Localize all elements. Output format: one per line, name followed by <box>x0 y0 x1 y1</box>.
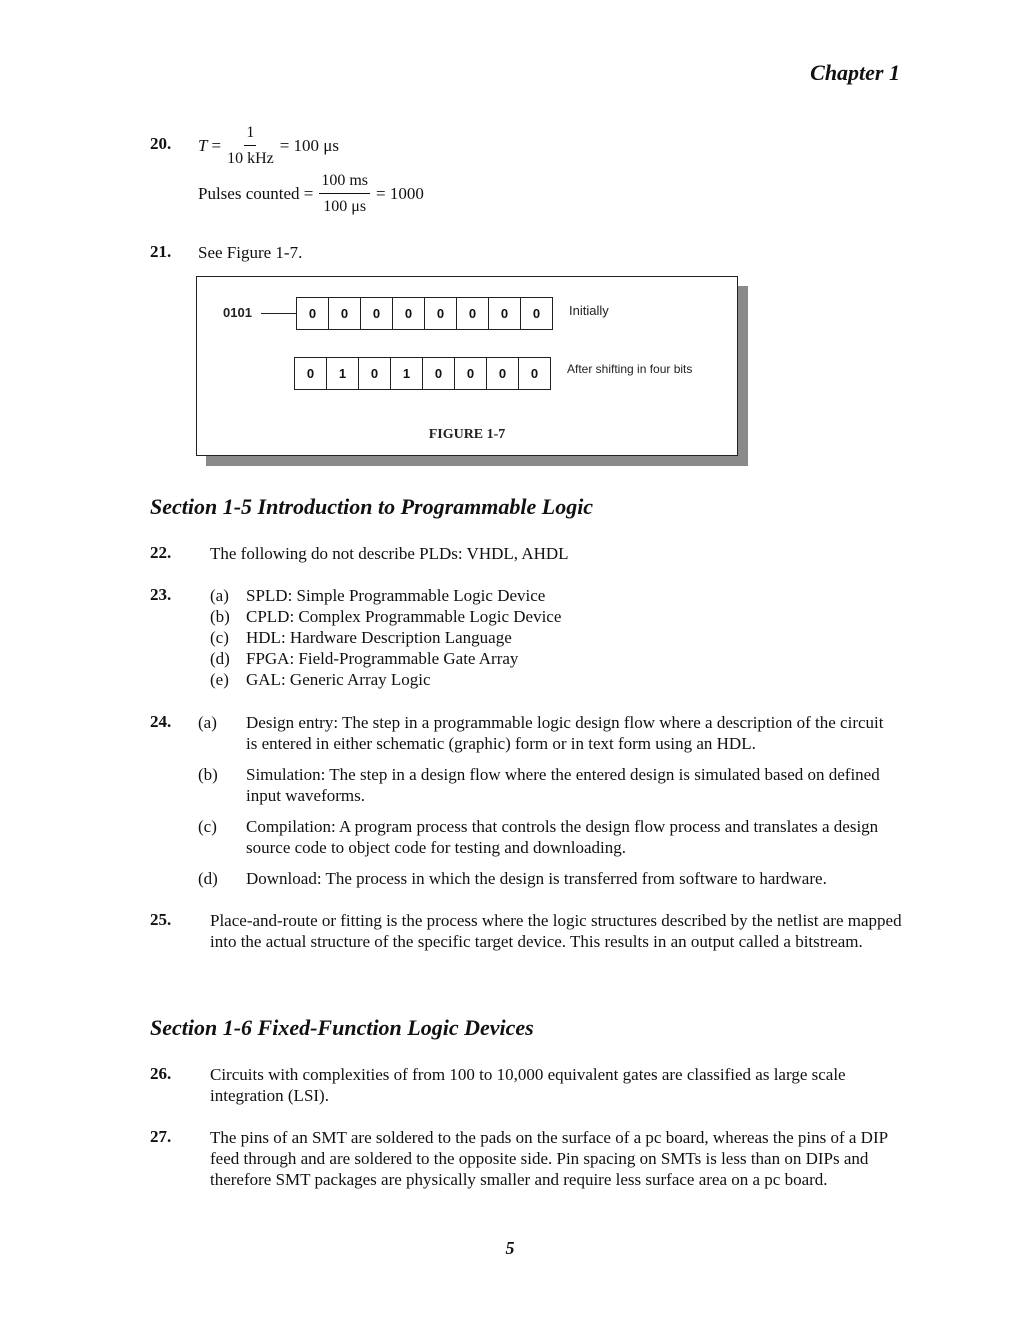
register-bit-cell: 0 <box>422 357 455 390</box>
item-label: (c) <box>198 817 217 836</box>
problem-21-text: See Figure 1-7. <box>198 243 303 262</box>
pulses-label: Pulses counted = <box>198 184 314 203</box>
register-bit-cell: 0 <box>424 297 457 330</box>
item-label: (a) <box>210 586 229 605</box>
problem-number-22: 22. <box>150 543 172 562</box>
period-fraction <box>227 122 274 169</box>
problem-number-24: 24. <box>150 712 172 731</box>
item-text: GAL: Generic Array Logic <box>246 670 431 689</box>
register-bit-cell: 0 <box>518 357 551 390</box>
equals-sign: = <box>211 136 222 155</box>
register-bit-cell: 0 <box>392 297 425 330</box>
period-result: = 100 μs <box>279 136 340 155</box>
pulses-fraction <box>319 170 370 217</box>
register-bit-cell: 0 <box>358 357 391 390</box>
section-heading-1-5: Section 1-5 Introduction to Programmable Logic <box>150 494 594 519</box>
item-label: (a) <box>198 713 217 732</box>
register-bit-cell: 0 <box>486 357 519 390</box>
list-item <box>198 764 898 806</box>
serial-input-label: 0101 <box>223 305 252 320</box>
chapter-heading: Chapter 1 <box>810 60 900 85</box>
input-line <box>261 313 297 314</box>
item-label: (d) <box>198 869 218 888</box>
period-numerator: 1 <box>244 122 256 146</box>
list-item <box>210 648 910 669</box>
problem-22-text: The following do not describe PLDs: VHDL, AHDL <box>210 544 569 563</box>
item-text: Compilation: A program process that controls the design flow process and translates a design source code to object code for testing and downloading. <box>246 817 879 857</box>
item-text: CPLD: Complex Programmable Logic Device <box>246 607 562 626</box>
problem-23-list <box>210 585 910 690</box>
pulses-denominator: 100 μs <box>323 198 367 215</box>
list-item <box>210 606 910 627</box>
item-text: FPGA: Field-Programmable Gate Array <box>246 649 519 668</box>
register-bit-cell: 0 <box>296 297 329 330</box>
period-equation <box>198 122 339 169</box>
item-text: SPLD: Simple Programmable Logic Device <box>246 586 546 605</box>
figure-1-7 <box>196 276 738 456</box>
problem-number-23: 23. <box>150 585 172 604</box>
register-bit-cell: 0 <box>454 357 487 390</box>
problem-27-text: The pins of an SMT are soldered to the pads on the surface of a pc board, whereas the pins of a DIP feed through and are soldered to the opposite side. Pin spacing on SMTs is less than on DIPs and therefore SMT packages are physically smaller and require less surface area on a pc board. <box>210 1128 888 1189</box>
register-bit-cell: 0 <box>456 297 489 330</box>
list-item <box>210 669 910 690</box>
register-bit-cell: 0 <box>294 357 327 390</box>
item-label: (b) <box>198 765 218 784</box>
problem-26-text: Circuits with complexities of from 100 to 10,000 equivalent gates are classified as large scale integration (LSI). <box>210 1065 846 1105</box>
pulses-equation <box>198 170 424 217</box>
pulses-result: = 1000 <box>376 184 424 203</box>
item-label: (d) <box>210 649 230 668</box>
initial-state-label: Initially <box>569 303 609 318</box>
page-number: 5 <box>505 1238 515 1258</box>
item-text: HDL: Hardware Description Language <box>246 628 512 647</box>
list-item <box>198 712 898 754</box>
item-label: (e) <box>210 670 229 689</box>
list-item <box>198 816 898 858</box>
period-denominator: 10 kHz <box>227 150 274 167</box>
item-text: Design entry: The step in a programmable logic design flow where a description of the circuit is entered in either schematic (graphic) form or in text form using an HDL. <box>246 713 884 753</box>
list-item <box>210 627 910 648</box>
problem-24-list <box>198 712 898 889</box>
register-bit-cell: 1 <box>326 357 359 390</box>
problem-number-26: 26. <box>150 1064 172 1083</box>
register-shifted <box>295 357 551 390</box>
figure-caption: FIGURE 1-7 <box>428 427 506 442</box>
list-item <box>198 868 898 889</box>
register-bit-cell: 0 <box>360 297 393 330</box>
item-text: Simulation: The step in a design flow where the entered design is simulated based on defined input waveforms. <box>246 765 880 805</box>
register-bit-cell: 1 <box>390 357 423 390</box>
problem-25-text: Place-and-route or fitting is the process where the logic structures described by the netlist are mapped into the actual structure of the specific target device. This results in an output called a bitstream. <box>210 911 902 951</box>
section-heading-1-6: Section 1-6 Fixed-Function Logic Devices <box>150 1015 534 1040</box>
register-bit-cell: 0 <box>488 297 521 330</box>
period-variable: T <box>198 136 208 155</box>
problem-number-21: 21. <box>150 242 172 261</box>
shifted-state-label: After shifting in four bits <box>567 362 693 376</box>
register-initial <box>297 297 553 330</box>
item-label: (b) <box>210 607 230 626</box>
register-bit-cell: 0 <box>328 297 361 330</box>
register-bit-cell: 0 <box>520 297 553 330</box>
item-label: (c) <box>210 628 229 647</box>
problem-number-25: 25. <box>150 910 172 929</box>
item-text: Download: The process in which the design is transferred from software to hardware. <box>246 869 827 888</box>
problem-number-20: 20. <box>150 134 172 153</box>
list-item <box>210 585 910 606</box>
pulses-numerator: 100 ms <box>319 170 370 194</box>
problem-number-27: 27. <box>150 1127 172 1146</box>
